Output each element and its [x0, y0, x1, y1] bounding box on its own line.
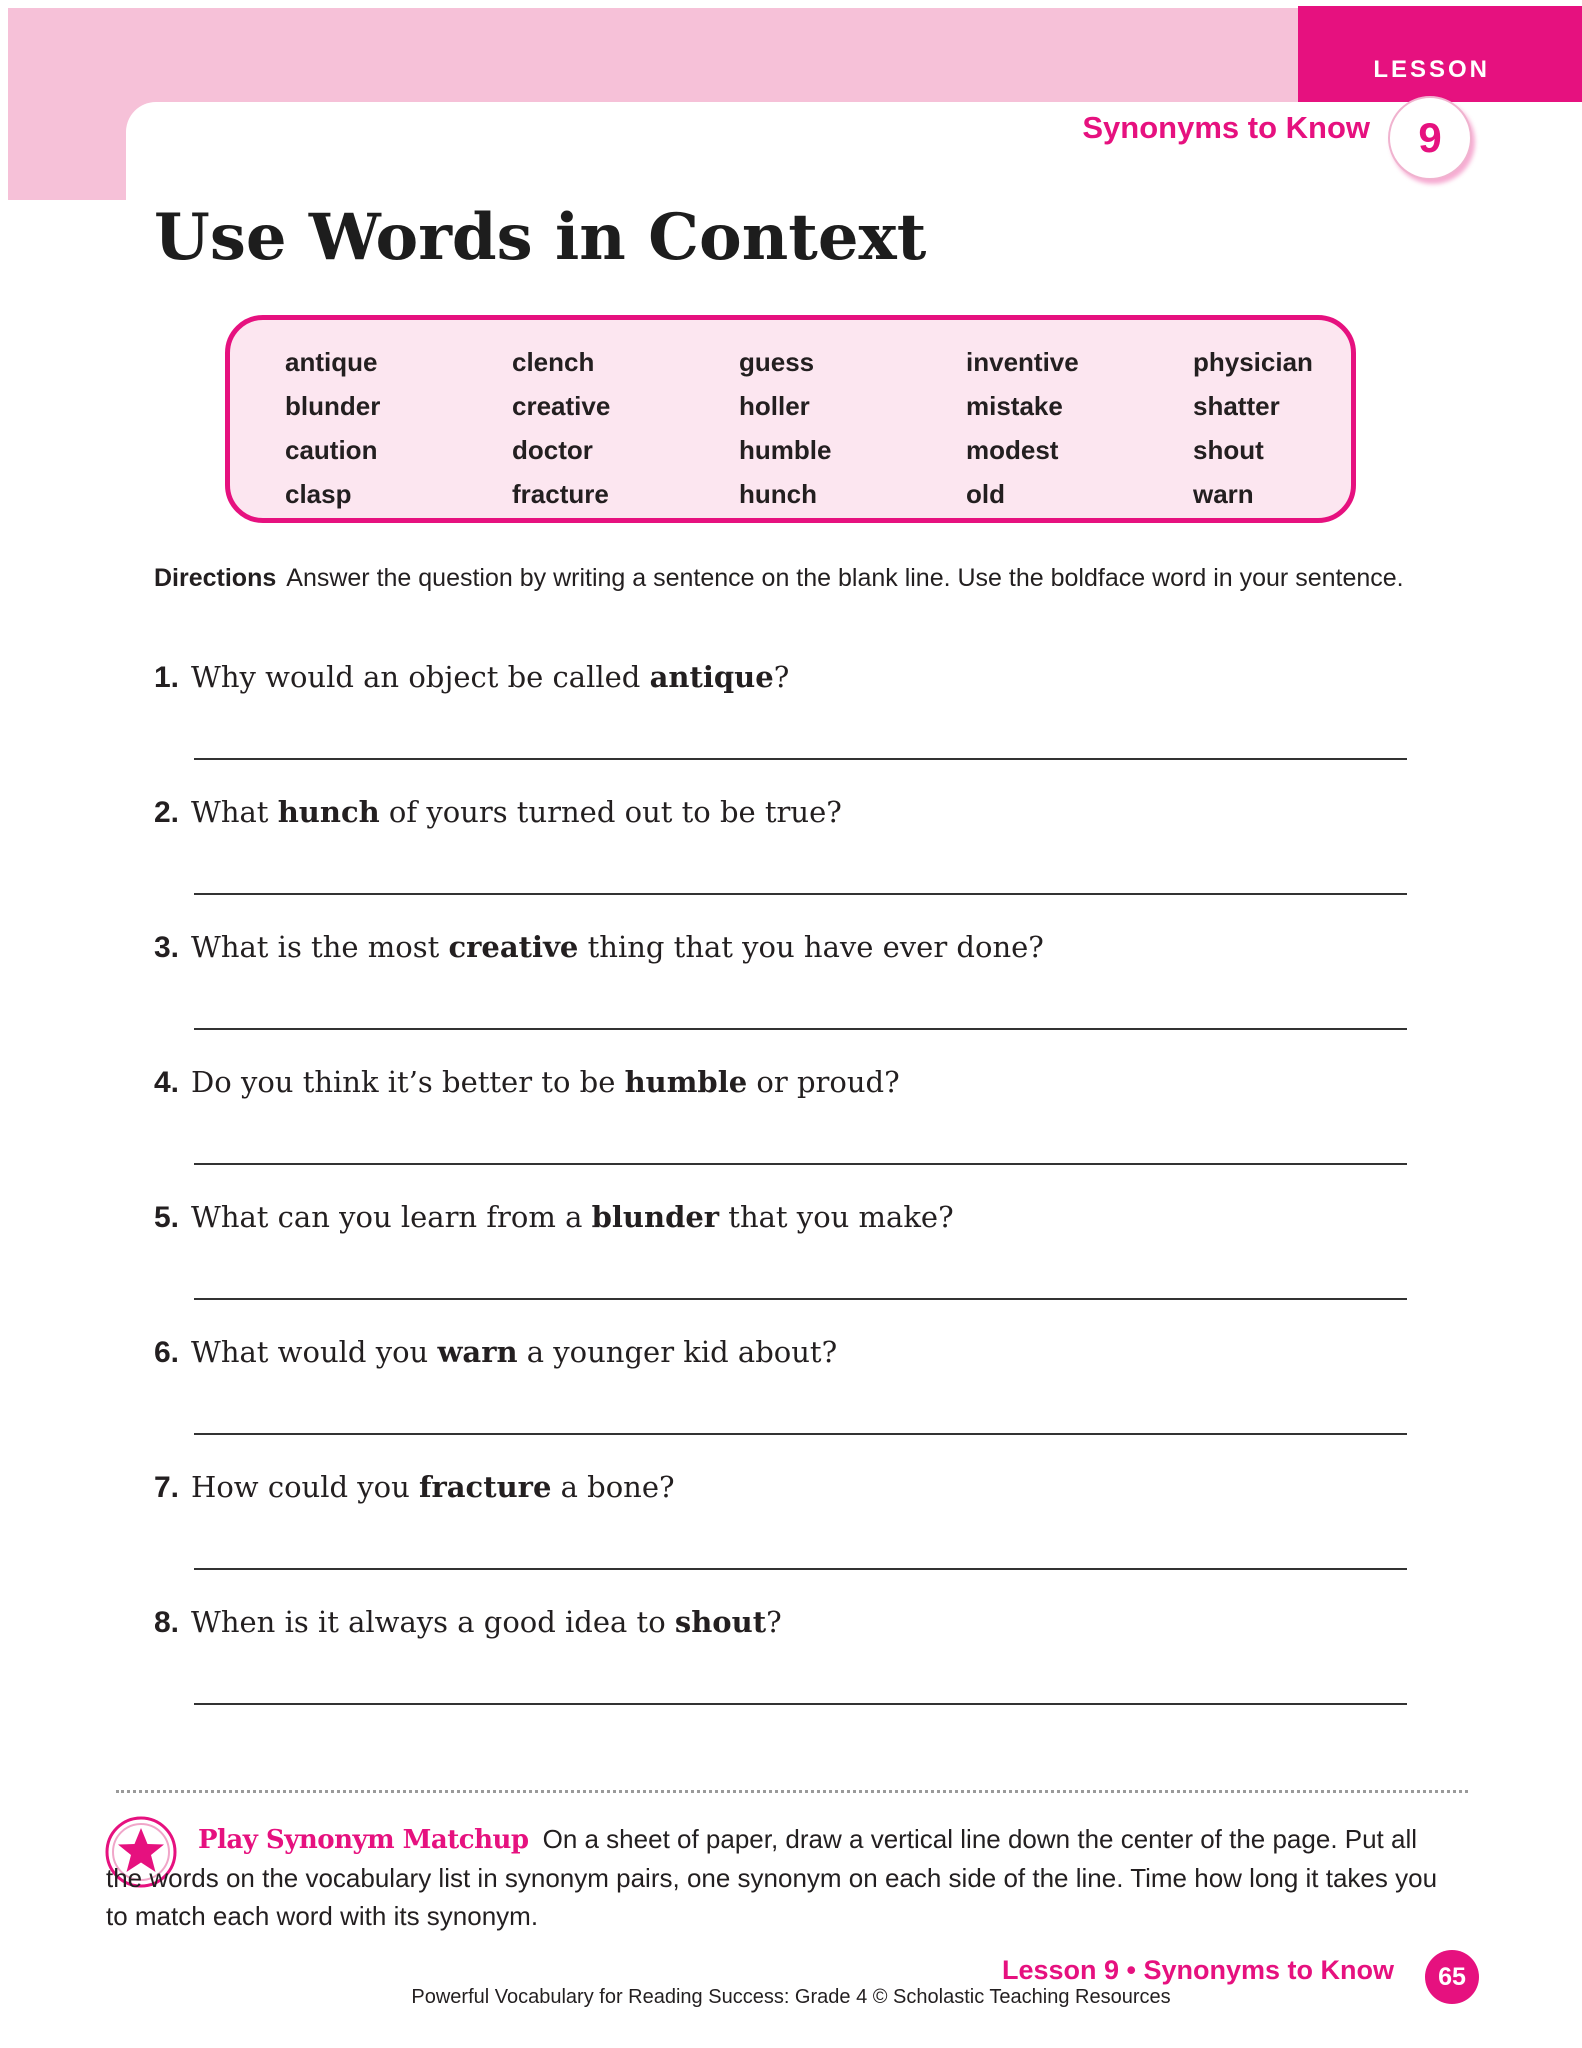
- word-bank-item: fracture: [512, 479, 609, 509]
- word-bank-item: doctor: [512, 435, 593, 465]
- question-8: [154, 1605, 782, 1640]
- question-3: [154, 930, 1044, 965]
- answer-line-5[interactable]: [194, 1298, 1407, 1300]
- answer-line-8[interactable]: [194, 1703, 1407, 1705]
- question-text: of yours turned out to be true?: [379, 795, 842, 829]
- question-number: 7.: [154, 1471, 180, 1504]
- word-bank-item: clasp: [285, 479, 352, 509]
- question-number: 1.: [154, 661, 180, 694]
- word-bank-item: clench: [512, 347, 595, 377]
- question-keyword: fracture: [419, 1470, 552, 1504]
- activity-text-block: [106, 1820, 1451, 1935]
- question-keyword: humble: [624, 1065, 748, 1099]
- question-text: ?: [766, 1605, 782, 1639]
- question-1: [154, 660, 789, 695]
- topic-title: Synonyms to Know: [1082, 110, 1370, 145]
- word-bank-item: shout: [1193, 435, 1264, 465]
- word-bank-item: humble: [739, 435, 832, 465]
- word-column-5: [1193, 340, 1313, 516]
- answer-line-6[interactable]: [194, 1433, 1407, 1435]
- question-text: a younger kid about?: [517, 1335, 838, 1369]
- question-text: Why would an object be called: [191, 660, 650, 694]
- word-bank-item: creative: [512, 391, 611, 421]
- lesson-label: LESSON: [1373, 56, 1490, 83]
- word-bank-item: inventive: [966, 347, 1079, 377]
- footer-lesson-line: Lesson 9 • Synonyms to Know: [1001, 1955, 1394, 1985]
- word-column-2: [512, 340, 610, 516]
- word-bank: [225, 315, 1356, 523]
- activity-text: On a sheet of paper, draw a vertical line down the center of the page. Put all the words on the vocabulary list in synonym pairs, one synonym on each side of the line. Time how long it takes you to match each word with its synonym.: [106, 1824, 1438, 1931]
- question-text: or proud?: [747, 1065, 900, 1099]
- copyright-line: Powerful Vocabulary for Reading Success: Grade 4 © Scholastic Teaching Resources: [411, 1986, 1171, 2008]
- question-number: 6.: [154, 1336, 180, 1369]
- directions-text: Answer the question by writing a sentence on the blank line. Use the boldface word in your sentence.: [286, 564, 1404, 592]
- question-5: [154, 1200, 954, 1235]
- question-text: How could you: [191, 1470, 419, 1504]
- word-bank-item: shatter: [1193, 391, 1280, 421]
- activity-title: Play Synonym Matchup: [198, 1825, 529, 1855]
- word-bank-item: antique: [285, 347, 378, 377]
- answer-line-2[interactable]: [194, 893, 1407, 895]
- word-bank-item: hunch: [739, 479, 817, 509]
- question-number: 2.: [154, 796, 180, 829]
- word-bank-item: blunder: [285, 391, 381, 421]
- question-text: Do you think it’s better to be: [191, 1065, 625, 1099]
- word-bank-item: old: [966, 479, 1005, 509]
- question-number: 4.: [154, 1066, 180, 1099]
- lesson-number-badge: 9: [1388, 96, 1472, 180]
- answer-line-7[interactable]: [194, 1568, 1407, 1570]
- question-text: that you make?: [719, 1200, 954, 1234]
- question-keyword: antique: [649, 660, 774, 694]
- word-bank-item: guess: [739, 347, 815, 377]
- dotted-divider: [116, 1790, 1468, 1793]
- word-bank-item: caution: [285, 435, 378, 465]
- question-4: [154, 1065, 900, 1100]
- question-keyword: creative: [448, 930, 579, 964]
- directions-label: Directions: [154, 564, 277, 592]
- question-keyword: warn: [437, 1335, 518, 1369]
- page-title: Use Words in Context: [154, 200, 927, 275]
- word-bank-item: mistake: [966, 391, 1063, 421]
- question-keyword: hunch: [277, 795, 380, 829]
- question-keyword: shout: [674, 1605, 767, 1639]
- question-text: What: [191, 795, 278, 829]
- question-text: ?: [773, 660, 790, 694]
- page-number: 65: [1425, 1950, 1479, 2004]
- answer-line-1[interactable]: [194, 758, 1407, 760]
- question-text: a bone?: [551, 1470, 675, 1504]
- question-text: When is it always a good idea to: [191, 1605, 675, 1639]
- directions: [154, 560, 1404, 596]
- question-7: [154, 1470, 675, 1505]
- question-text: What is the most: [191, 930, 449, 964]
- word-bank-item: warn: [1193, 479, 1254, 509]
- question-text: thing that you have ever done?: [578, 930, 1044, 964]
- word-bank-item: holler: [739, 391, 810, 421]
- question-text: What would you: [191, 1335, 438, 1369]
- word-bank-item: modest: [966, 435, 1059, 465]
- lesson-tab: [1298, 6, 1582, 102]
- question-number: 3.: [154, 931, 180, 964]
- answer-line-3[interactable]: [194, 1028, 1407, 1030]
- word-bank-item: physician: [1193, 347, 1313, 377]
- question-number: 8.: [154, 1606, 180, 1639]
- word-column-3: [739, 340, 831, 516]
- word-column-4: [966, 340, 1079, 516]
- question-text: What can you learn from a: [191, 1200, 592, 1234]
- question-2: [154, 795, 842, 830]
- question-number: 5.: [154, 1201, 180, 1234]
- question-6: [154, 1335, 837, 1370]
- answer-line-4[interactable]: [194, 1163, 1407, 1165]
- word-column-1: [285, 340, 380, 516]
- question-keyword: blunder: [591, 1200, 720, 1234]
